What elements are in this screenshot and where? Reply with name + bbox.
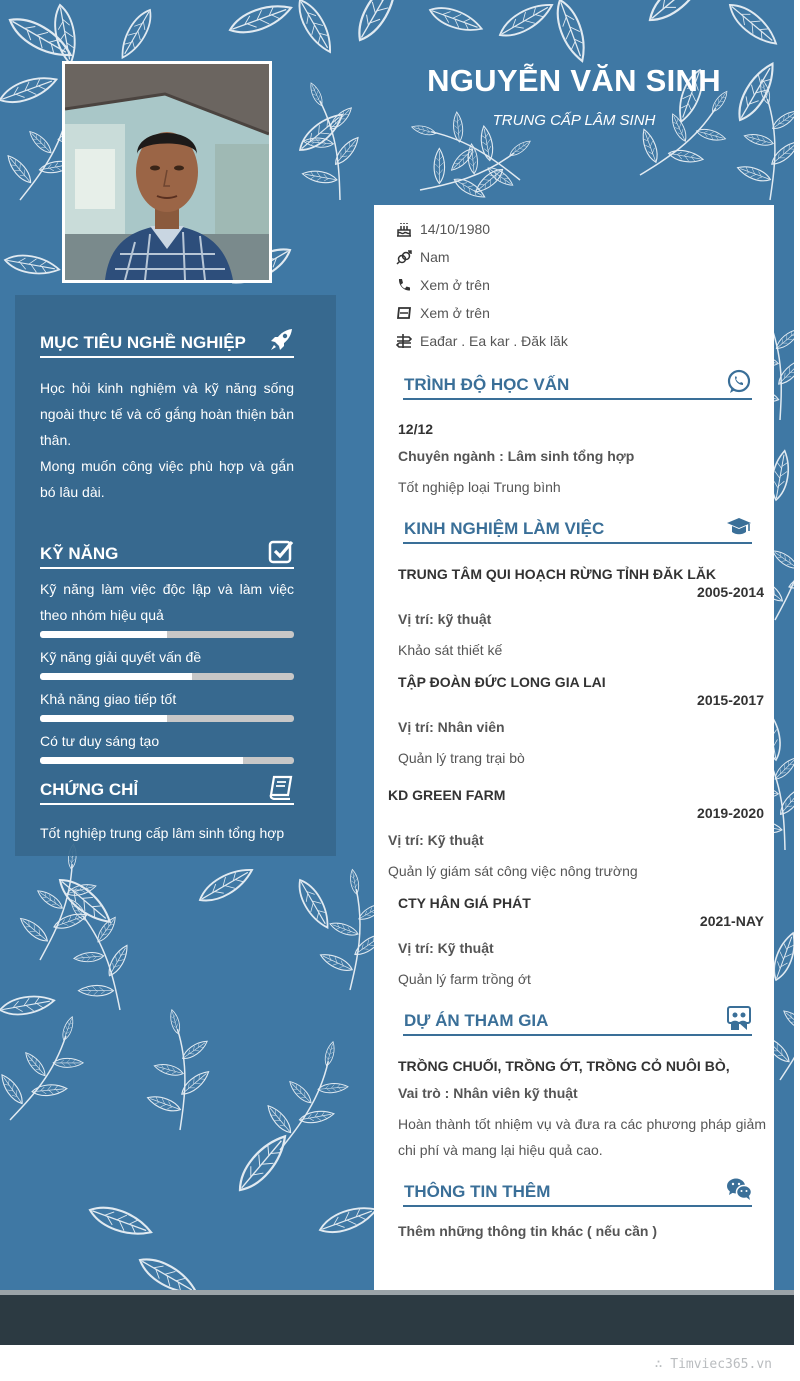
- checkbox-icon: [268, 538, 294, 564]
- education-header: [403, 372, 752, 400]
- candidate-name: NGUYỄN VĂN SINH: [427, 63, 721, 98]
- whatsapp-icon: [726, 369, 752, 395]
- job-position: Vị trí: Kỹ thuật: [388, 832, 484, 848]
- project-description: Hoàn thành tốt nhiệm vụ và đưa ra các phương pháp giảm chi phí và mang lại hiệu quả cao.: [398, 1116, 766, 1158]
- objective-heading: MỤC TIÊU NGHỀ NGHIỆP: [40, 333, 246, 352]
- email-row: [396, 303, 490, 323]
- gender-value: Nam: [420, 249, 450, 265]
- job-position: Vị trí: Nhân viên: [398, 719, 505, 735]
- project-role: Vai trò : Nhân viên kỹ thuật: [398, 1085, 578, 1101]
- skill-label: Kỹ năng làm việc độc lập và làm việc theo nhóm hiệu quả: [40, 581, 294, 623]
- skills-heading: KỸ NĂNG: [40, 544, 119, 563]
- objective-header: [40, 328, 294, 358]
- skill-bar: [40, 673, 294, 680]
- birthday-value: 14/10/1980: [420, 221, 491, 237]
- job-description: Quản lý trang trại bò: [398, 750, 525, 766]
- job-period: 2019-2020: [697, 805, 764, 821]
- job-company: CTY HÂN GIÁ PHÁT: [398, 895, 531, 911]
- birthday-row: [396, 219, 490, 239]
- email-icon: [396, 305, 412, 321]
- objective-line-1: Học hỏi kinh nghiệm và kỹ năng sống ngoài thực tế và cố gắng hoàn thiện bản thân.: [40, 380, 294, 448]
- job-description: Khảo sát thiết kế: [398, 642, 503, 658]
- certificates-heading: CHỨNG CHỈ: [40, 780, 139, 799]
- job-company: TRUNG TÂM QUI HOẠCH RỪNG TỈNH ĐĂK LĂK: [398, 566, 717, 582]
- email-value: Xem ở trên: [420, 305, 490, 321]
- phone-icon: [396, 277, 412, 293]
- address-row: [396, 331, 568, 351]
- candidate-title: TRUNG CẤP LÂM SINH: [492, 112, 656, 129]
- rocket-icon: [268, 327, 294, 353]
- skill-bar-fill: [40, 715, 167, 722]
- job-position: Vị trí: Kỹ thuật: [398, 940, 494, 956]
- education-heading: TRÌNH ĐỘ HỌC VẤN: [404, 375, 570, 394]
- gender-icon: [396, 249, 412, 265]
- certificates-header: [40, 775, 294, 805]
- objective-line-2: Mong muốn công việc phù hợp và gắn bó lâu dài.: [40, 458, 294, 500]
- job-description: Quản lý farm trồng ớt: [398, 971, 531, 987]
- skills-header: [40, 539, 294, 569]
- signpost-icon: [396, 333, 412, 349]
- book-icon: [268, 774, 294, 800]
- job-period: 2005-2014: [697, 584, 764, 600]
- experience-header: [403, 516, 752, 544]
- address-value: Eađar . Ea kar . Đăk lăk: [420, 333, 568, 349]
- phone-row: [396, 275, 490, 295]
- left-sidebar: [15, 295, 336, 856]
- main-content-card: [374, 205, 774, 1290]
- graduation-cap-icon: [726, 513, 752, 539]
- additional-info-header: [403, 1179, 752, 1207]
- projects-heading: DỰ ÁN THAM GIA: [404, 1011, 549, 1030]
- skill-bar: [40, 757, 294, 764]
- skill-label: Khả năng giao tiếp tốt: [40, 691, 177, 707]
- skill-bar: [40, 715, 294, 722]
- education-level: 12/12: [398, 421, 434, 437]
- wechat-icon: [726, 1176, 752, 1202]
- phone-value: Xem ở trên: [420, 277, 490, 293]
- job-description: Quản lý giám sát công việc nông trường: [388, 863, 638, 879]
- site-watermark: ∴ Timviec365.vn: [654, 1357, 772, 1372]
- job-company: TẬP ĐOÀN ĐỨC LONG GIA LAI: [398, 674, 606, 690]
- birthday-cake-icon: [396, 221, 412, 237]
- project-name: TRỒNG CHUỐI, TRỒNG ỚT, TRỒNG CỎ NUÔI BÒ,: [398, 1058, 730, 1074]
- portrait-image: [65, 64, 269, 280]
- education-major: Chuyên ngành : Lâm sinh tổng hợp: [398, 448, 635, 464]
- skill-bar-fill: [40, 757, 243, 764]
- additional-info-text: Thêm những thông tin khác ( nếu cần ): [398, 1223, 658, 1239]
- additional-info-heading: THÔNG TIN THÊM: [404, 1182, 551, 1201]
- job-period: 2021-NAY: [699, 913, 764, 929]
- experience-heading: KINH NGHIỆM LÀM VIỆC: [404, 519, 605, 538]
- skill-label: Kỹ năng giải quyết vấn đề: [40, 649, 202, 665]
- gender-row: [396, 247, 450, 267]
- skill-bar-fill: [40, 673, 192, 680]
- projects-header: [403, 1008, 752, 1036]
- skill-bar-fill: [40, 631, 167, 638]
- presentation-icon: [726, 1005, 752, 1031]
- job-period: 2015-2017: [697, 692, 764, 708]
- job-company: KD GREEN FARM: [388, 787, 506, 803]
- job-position: Vị trí: kỹ thuật: [398, 611, 492, 627]
- profile-photo: [62, 61, 272, 283]
- education-result: Tốt nghiệp loại Trung bình: [398, 479, 561, 495]
- footer-band: [0, 1295, 794, 1345]
- skill-label: Có tư duy sáng tạo: [40, 733, 160, 749]
- certificate-text: Tốt nghiệp trung cấp lâm sinh tổng hợp: [40, 825, 285, 841]
- skill-bar: [40, 631, 294, 638]
